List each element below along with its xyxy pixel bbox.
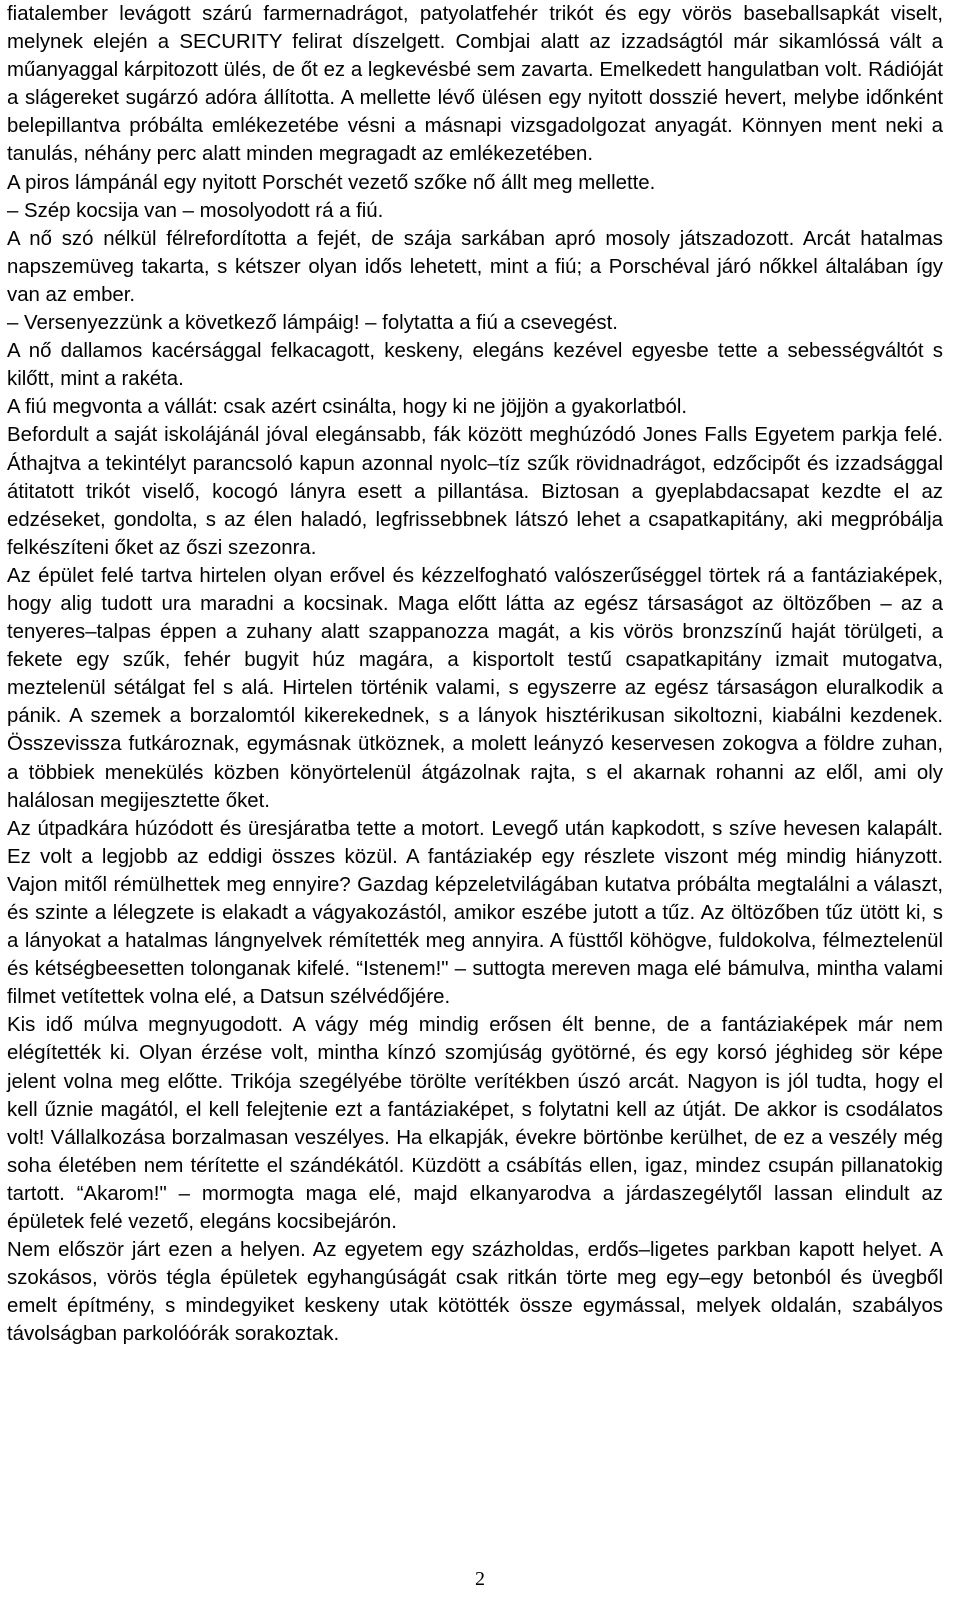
paragraph: – Versenyezzünk a következő lámpáig! – folytatta a fiú a csevegést. bbox=[7, 312, 618, 335]
paragraph: fiatalember levágott szárú farmernadrágot, patyolatfehér trikót és egy vörös baseballsapkát viselt, melynek elején a SECURITY felirat díszelgett. Combjai alatt az izzadságtól már sikamlóssá vált a műanyaggal kárpitozott ülés, de őt ez a legkevésbé sem zavarta. Emelkedett hangulatban volt. Rádióját a slágereket sugárzó adóra állította. A mellette lévő ülésen egy nyitott dosszié hevert, melybe időnként belepillantva próbálta emlékezetébe vésni a másnapi vizsgadolgozat anyagát. Könnyen ment neki a tanulás, néhány perc alatt minden megragadt az emlékezetében. bbox=[7, 3, 943, 166]
paragraph: A nő szó nélkül félrefordította a fejét, de szája sarkában apró mosoly játszadozott. Arcát hatalmas napszemüveg takarta, s kétszer olyan idős lehetett, mint a fiú; a Porschéval járó nőkkel általában így van az ember. bbox=[7, 227, 943, 306]
paragraph: Kis idő múlva megnyugodott. A vágy még mindig erősen élt benne, de a fantáziaképek már nem elégítették ki. Olyan érzése volt, mintha kínzó szomjúság gyötörné, és egy korsó jéghideg sör képe jelent volna meg előtte. Trikója szegélyébe törölte verítékben úszó arcát. Nagyon is jól tudta, hogy el kell űznie magától, el kell felejtenie ezt a fantáziaképet, s folytatni kell az útját. De akkor is csodálatos volt! Vállalkozása borzalmasan veszélyes. Ha elkapják, évekre börtönbe kerülhet, de ez a veszély még soha életében nem térítette el szándékától. Küzdött a csábítás ellen, igaz, mindez csupán pillanatokig tartott. “Akarom!" – mormogta maga elé, majd elkanyarodva a járdaszegélytől lassan elindult az épületek felé vezető, elegáns kocsibejárón. bbox=[7, 1014, 943, 1234]
paragraph: A piros lámpánál egy nyitott Porschét vezető szőke nő állt meg mellette. bbox=[7, 171, 656, 194]
paragraph: Az útpadkára húzódott és üresjáratba tette a motort. Levegő után kapkodott, s szíve hevesen kalapált. Ez volt a legjobb az eddigi összes közül. A fantáziakép egy részlete viszont még mindig hiányzott. Vajon mitől rémülhettek meg ennyire? Gazdag képzeletvilágában kutatva próbálta megtalálni a választ, és szinte a lélegzete is elakadt a vágyakozástól, amikor eszébe jutott a tűz. Az öltözőben tűz ütött ki, s a lányokat a hatalmas lángnyelvek rémítették meg annyira. A füsttől köhögve, fuldokolva, félmeztelenül és kétségbeesetten tolonganak kifelé. “Istenem!" – suttogta mereven maga elé bámulva, mintha valami filmet vetítettek volna elé, a Datsun szélvédőjére. bbox=[7, 817, 943, 1009]
paragraph: Nem először járt ezen a helyen. Az egyetem egy százholdas, erdős–ligetes parkban kapott helyet. A szokásos, vörös tégla épületek egyhangúságát csak ritkán törte meg egy–egy betonból és üvegből emelt építmény, s mindegyiket keskeny utak kötötték össze egymással, melyek oldalán, szabályos távolságban parkolóórák sorakoztak. bbox=[7, 1239, 943, 1346]
paragraph: Befordult a saját iskolájánál jóval elegánsabb, fák között meghúzódó Jones Falls Egyetem parkja felé. Áthajtva a tekintélyt parancsoló kapun azonnal nyolc–tíz szűk rövidnadrágot, edzőcipőt és izzadsággal átitatott trikót viselő, kocogó lányra esett a pillantása. Biztosan a gyeplabdacsapat kezdte el az edzéseket, gondolta, s az élen haladó, legfrissebbnek látszó lehet a csapatkapitány, aki megpróbálja felkészíteni őket az őszi szezonra. bbox=[7, 424, 943, 559]
page-number: 2 bbox=[475, 1568, 485, 1590]
paragraph: A fiú megvonta a vállát: csak azért csinálta, hogy ki ne jöjjön a gyakorlatból. bbox=[7, 396, 688, 419]
document-page bbox=[7, 0, 943, 1349]
paragraph: Az épület felé tartva hirtelen olyan erővel és kézzelfogható valószerűséggel törtek rá a fantáziaképek, hogy alig tudott ura maradni a kocsinak. Maga előtt látta az egész társaságot az öltözőben – az a tenyeres–talpas éppen a zuhany alatt szappanozza magát, a kis vörös bronzszínű haját törülgeti, a fekete egy szűk, fehér bugyit húz magára, a kisportolt testű csapatkapitány izmait mutogatva, meztelenül sétálgat fel s alá. Hirtelen történik valami, s egyszerre az egész társaságon eluralkodik a pánik. A szemek a borzalomtól kikerekednek, s a lányok hisztérikusan sikoltozni, kiabálni kezdenek. Összevissza futkároznak, egymásnak ütköznek, a molett leányzó keservesen zokogva a földre zuhan, a többiek menekülés közben könyörtelenül átgázolnak rajta, s el akarnak rohanni az elől, ami oly halálosan megijesztette őket. bbox=[7, 564, 943, 812]
paragraph: A nő dallamos kacérsággal felkacagott, keskeny, elegáns kezével egyesbe tette a sebességváltót s kilőtt, mint a rakéta. bbox=[7, 340, 943, 391]
paragraph: – Szép kocsija van – mosolyodott rá a fiú. bbox=[7, 199, 384, 222]
